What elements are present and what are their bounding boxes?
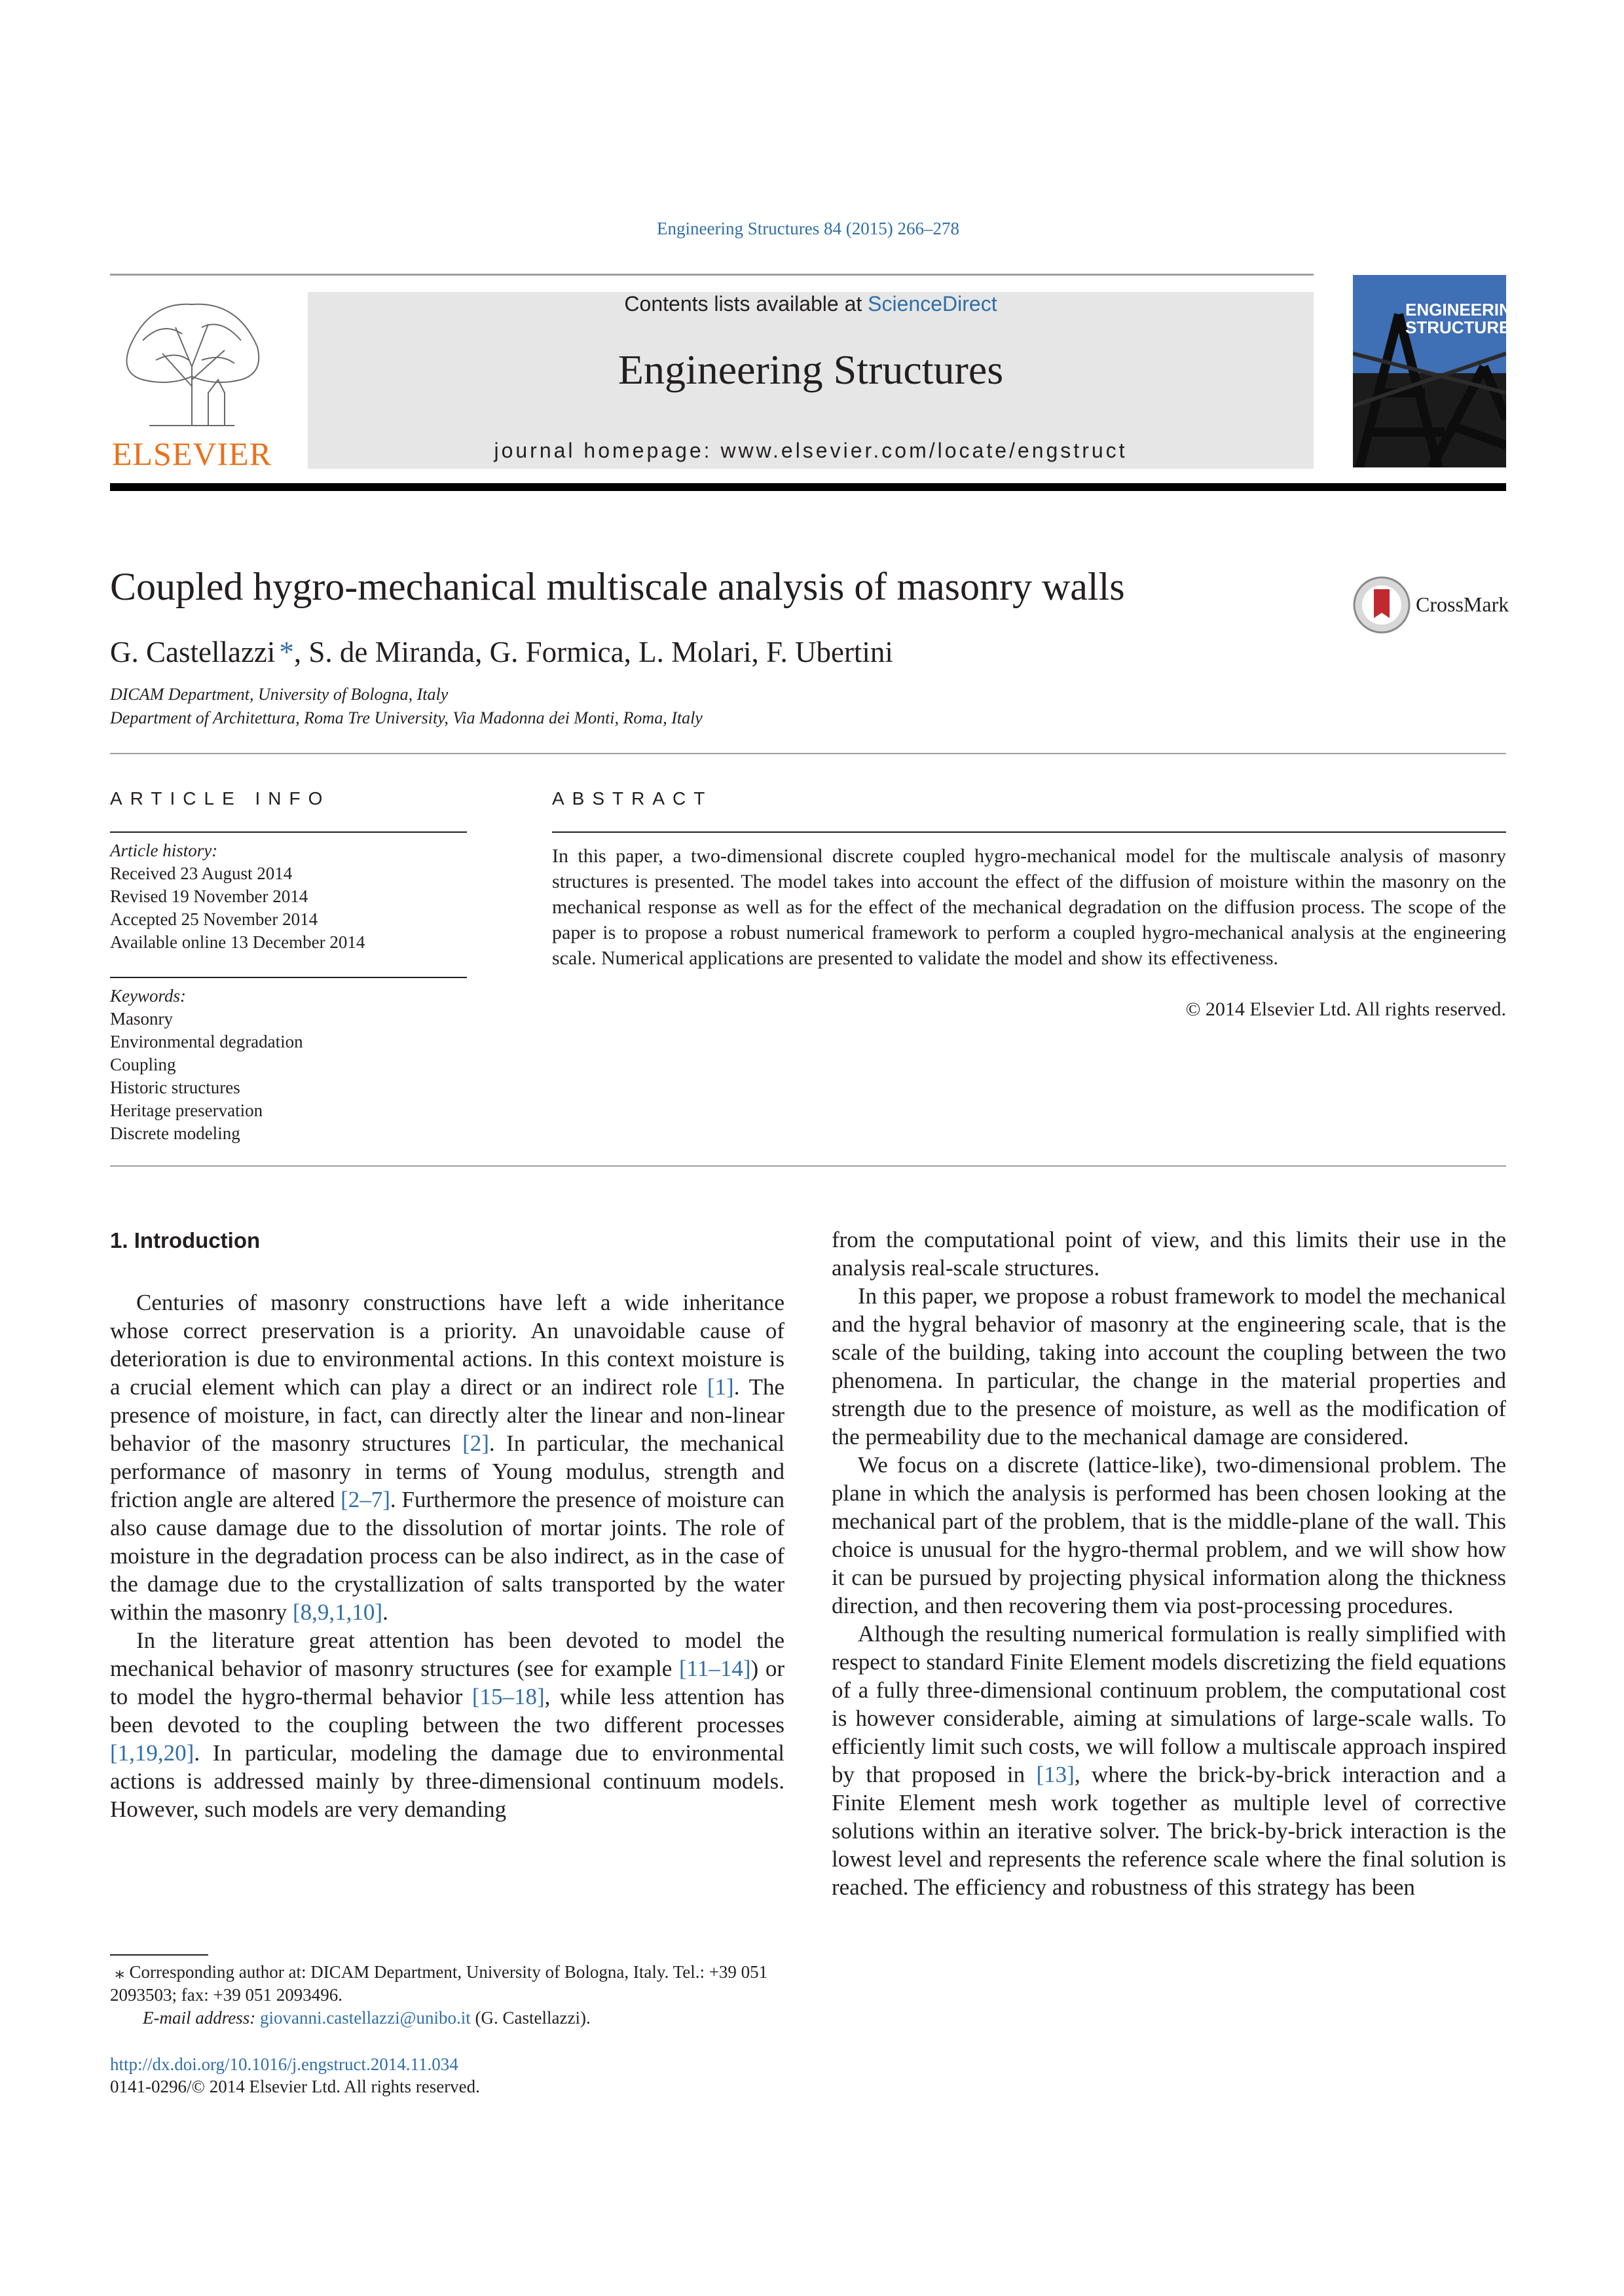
keywords-label: Keywords:	[110, 986, 186, 1006]
keyword: Environmental degradation	[110, 1032, 303, 1051]
divider	[110, 977, 467, 978]
text-run: Centuries of masonry constructions have left a wide inheritance whose correct preservation is a priority. An unavoidable cause of deterioration is due to environmental actions. In this context moisture is a crucial element which can play a direct or an indirect role	[110, 1290, 784, 1400]
citation-link[interactable]: [8,9,1,10]	[293, 1599, 383, 1625]
text-run: Although the resulting numerical formulation is really simplified with respect to standard Finite Element models discretizing the field equations of a fully three-dimensional continuum problem, the computational cost is however considerable, aiming at simulations of large-scale walls. To efficiently limit such costs, we will follow a multiscale approach inspired by that proposed in	[832, 1621, 1506, 1787]
text-run: .	[382, 1599, 388, 1625]
cover-title	[1405, 300, 1525, 337]
citation-link[interactable]: [2–7]	[341, 1487, 390, 1512]
email-link[interactable]: giovanni.castellazzi@unibo.it	[259, 2008, 471, 2028]
text-run: ) or to model the hygro-thermal behavior	[110, 1656, 785, 1709]
left-column	[110, 1288, 784, 1823]
keyword: Heritage preservation	[110, 1101, 263, 1120]
elsevier-wordmark: ELSEVIER	[111, 435, 272, 472]
history-item: Received 23 August 2014	[110, 864, 293, 883]
journal-title: Engineering Structures	[618, 346, 1004, 393]
author-name: S. de Miranda	[308, 636, 475, 668]
keyword: Discrete modeling	[110, 1123, 240, 1143]
paragraph	[832, 1620, 1506, 1901]
author-separator: ,	[293, 636, 309, 668]
paragraph: In this paper, we propose a robust framework to model the mechanical and the hygral behavior of masonry at the engineering scale, that is the scale of the building, taking into account the coupling between the two phenomena. In particular, the change in the material properties and strength due to the presence of moisture, as well as the modification of the permeability due to the mechanical damage are considered.	[832, 1283, 1506, 1449]
paragraph: from the computational point of view, and this limits their use in the analysis real-scale structures.	[832, 1227, 1506, 1281]
journal-reference[interactable]: Engineering Structures 84 (2015) 266–278	[657, 219, 959, 238]
affiliation: DICAM Department, University of Bologna, Italy	[110, 685, 449, 704]
footnote-email	[143, 2007, 817, 2030]
author-list	[110, 635, 893, 669]
header-divider	[110, 274, 1314, 276]
divider	[110, 831, 467, 833]
text-run: . In particular, modeling the damage due to environmental actions is addressed mainly by three-dimensional continuum models. However, such models are very demanding	[110, 1740, 784, 1822]
history-item: Revised 19 November 2014	[110, 886, 308, 906]
divider	[552, 831, 1506, 833]
right-column	[832, 1226, 1506, 1901]
author-name: G. Castellazzi	[110, 636, 276, 668]
author-name: G. Formica	[489, 636, 624, 668]
contents-line	[308, 292, 1314, 316]
abstract-text: In this paper, a two-dimensional discrete coupled hygro-mechanical model for the multiscale analysis of masonry structures is presented. The model takes into account the effect of the diffusion of moisture within the masonry on the mechanical response as well as for the effect of the mechanical degradation on the diffusion process. The scope of the paper is to propose a robust numerical framework to perform a coupled hygro-mechanical analysis at the engineering scale. Numerical applications are presented to validate the model and show its effectiveness.	[552, 845, 1506, 969]
text-run: , where the brick-by-brick interaction and a Finite Element mesh work together as multiple level of corrective solutions within an iterative solver. The brick-by-brick interaction is the lowest level and represents the reference scale where the final solution is reached. The efficiency and robustness of this strategy has been	[832, 1762, 1506, 1900]
citation-link[interactable]: [1]	[707, 1374, 734, 1400]
journal-cover-image	[1353, 275, 1525, 467]
cover-title-line1: ENGINEERING	[1405, 300, 1525, 319]
crossmark-icon[interactable]	[1353, 576, 1411, 634]
header-thick-rule	[110, 483, 1506, 491]
history-item: Available online 13 December 2014	[110, 932, 365, 952]
citation-link[interactable]: [2]	[462, 1430, 489, 1456]
history-label: Article history:	[110, 841, 218, 860]
footnote-text: Corresponding author at: DICAM Department, University of Bologna, Italy. Tel.: +39 051 2093503; fax: +39 051 2093496.	[110, 1962, 768, 2005]
footnote-corresponding	[110, 1961, 784, 2007]
contents-prefix: Contents lists available at	[624, 292, 868, 316]
text-run: . In particular, the mechanical performance of masonry in terms of Young modulus, strength and friction angle are altered	[110, 1430, 784, 1512]
footnote-mark: ⁎	[115, 1962, 124, 1982]
email-suffix: (G. Castellazzi).	[470, 2008, 591, 2028]
history-item: Accepted 25 November 2014	[110, 909, 318, 929]
text-run: , while less attention has been devoted to the coupling between the two different processes	[110, 1684, 784, 1738]
author-separator: ,	[751, 636, 767, 668]
divider	[110, 1165, 1506, 1167]
email-label: E-mail address:	[143, 2008, 260, 2028]
issn-line: 0141-0296/© 2014 Elsevier Ltd. All rights reserved.	[110, 2077, 480, 2096]
divider	[110, 753, 1506, 754]
keyword: Masonry	[110, 1009, 173, 1029]
author-name: F. Ubertini	[766, 636, 893, 668]
journal-homepage[interactable]: journal homepage: www.elsevier.com/locate/engstruct	[494, 439, 1128, 462]
author-separator: ,	[475, 636, 490, 668]
sciencedirect-link[interactable]: ScienceDirect	[868, 292, 997, 316]
affiliation: Department of Architettura, Roma Tre University, Via Madonna dei Monti, Roma, Italy	[110, 708, 703, 727]
article-title: Coupled hygro-mechanical multiscale analysis of masonry walls	[110, 565, 1125, 608]
text-run: . The presence of moisture, in fact, can directly alter the linear and non-linear behavior of the masonry structures	[110, 1374, 784, 1456]
article-info-heading: ARTICLE INFO	[110, 788, 331, 809]
section-heading: 1. Introduction	[110, 1228, 261, 1252]
footnote-rule	[110, 1954, 208, 1956]
keyword: Coupling	[110, 1055, 176, 1074]
corresponding-author-mark[interactable]: *	[279, 636, 294, 668]
crossmark-label[interactable]: CrossMark	[1416, 592, 1509, 616]
cover-title-line2: STRUCTURES	[1405, 318, 1522, 337]
citation-link[interactable]: [13]	[1036, 1762, 1075, 1787]
citation-link[interactable]: [1,19,20]	[110, 1740, 194, 1766]
paragraph: We focus on a discrete (lattice-like), two-dimensional problem. The plane in which the analysis is performed has been chosen looking at the mechanical part of the problem, that is the middle-plane of the wall. This choice is unusual for the hygro-thermal problem, and we will show how it can be pursued by projecting physical information along the thickness direction, and then recovering them via post-processing procedures.	[832, 1452, 1506, 1618]
paragraph	[110, 1626, 784, 1823]
author-name: L. Molari	[638, 636, 752, 668]
text-run: . Furthermore the presence of moisture can also cause damage due to the dissolution of mortar joints. The role of moisture in the degradation process can be also indirect, as in the case of the damage due to the crystallization of salts transported by the water within the masonry	[110, 1487, 784, 1625]
citation-link[interactable]: [11–14]	[678, 1656, 751, 1681]
paragraph	[110, 1288, 784, 1626]
citation-link[interactable]: [15–18]	[471, 1684, 545, 1709]
abstract-copyright: © 2014 Elsevier Ltd. All rights reserved.	[1185, 998, 1506, 1020]
author-separator: ,	[623, 636, 639, 668]
keyword: Historic structures	[110, 1078, 240, 1097]
doi-link[interactable]: http://dx.doi.org/10.1016/j.engstruct.2014.11.034	[110, 2054, 458, 2074]
text-run: In the literature great attention has been devoted to model the mechanical behavior of masonry structures (see for example	[110, 1628, 784, 1681]
abstract-heading: ABSTRACT	[552, 788, 713, 809]
